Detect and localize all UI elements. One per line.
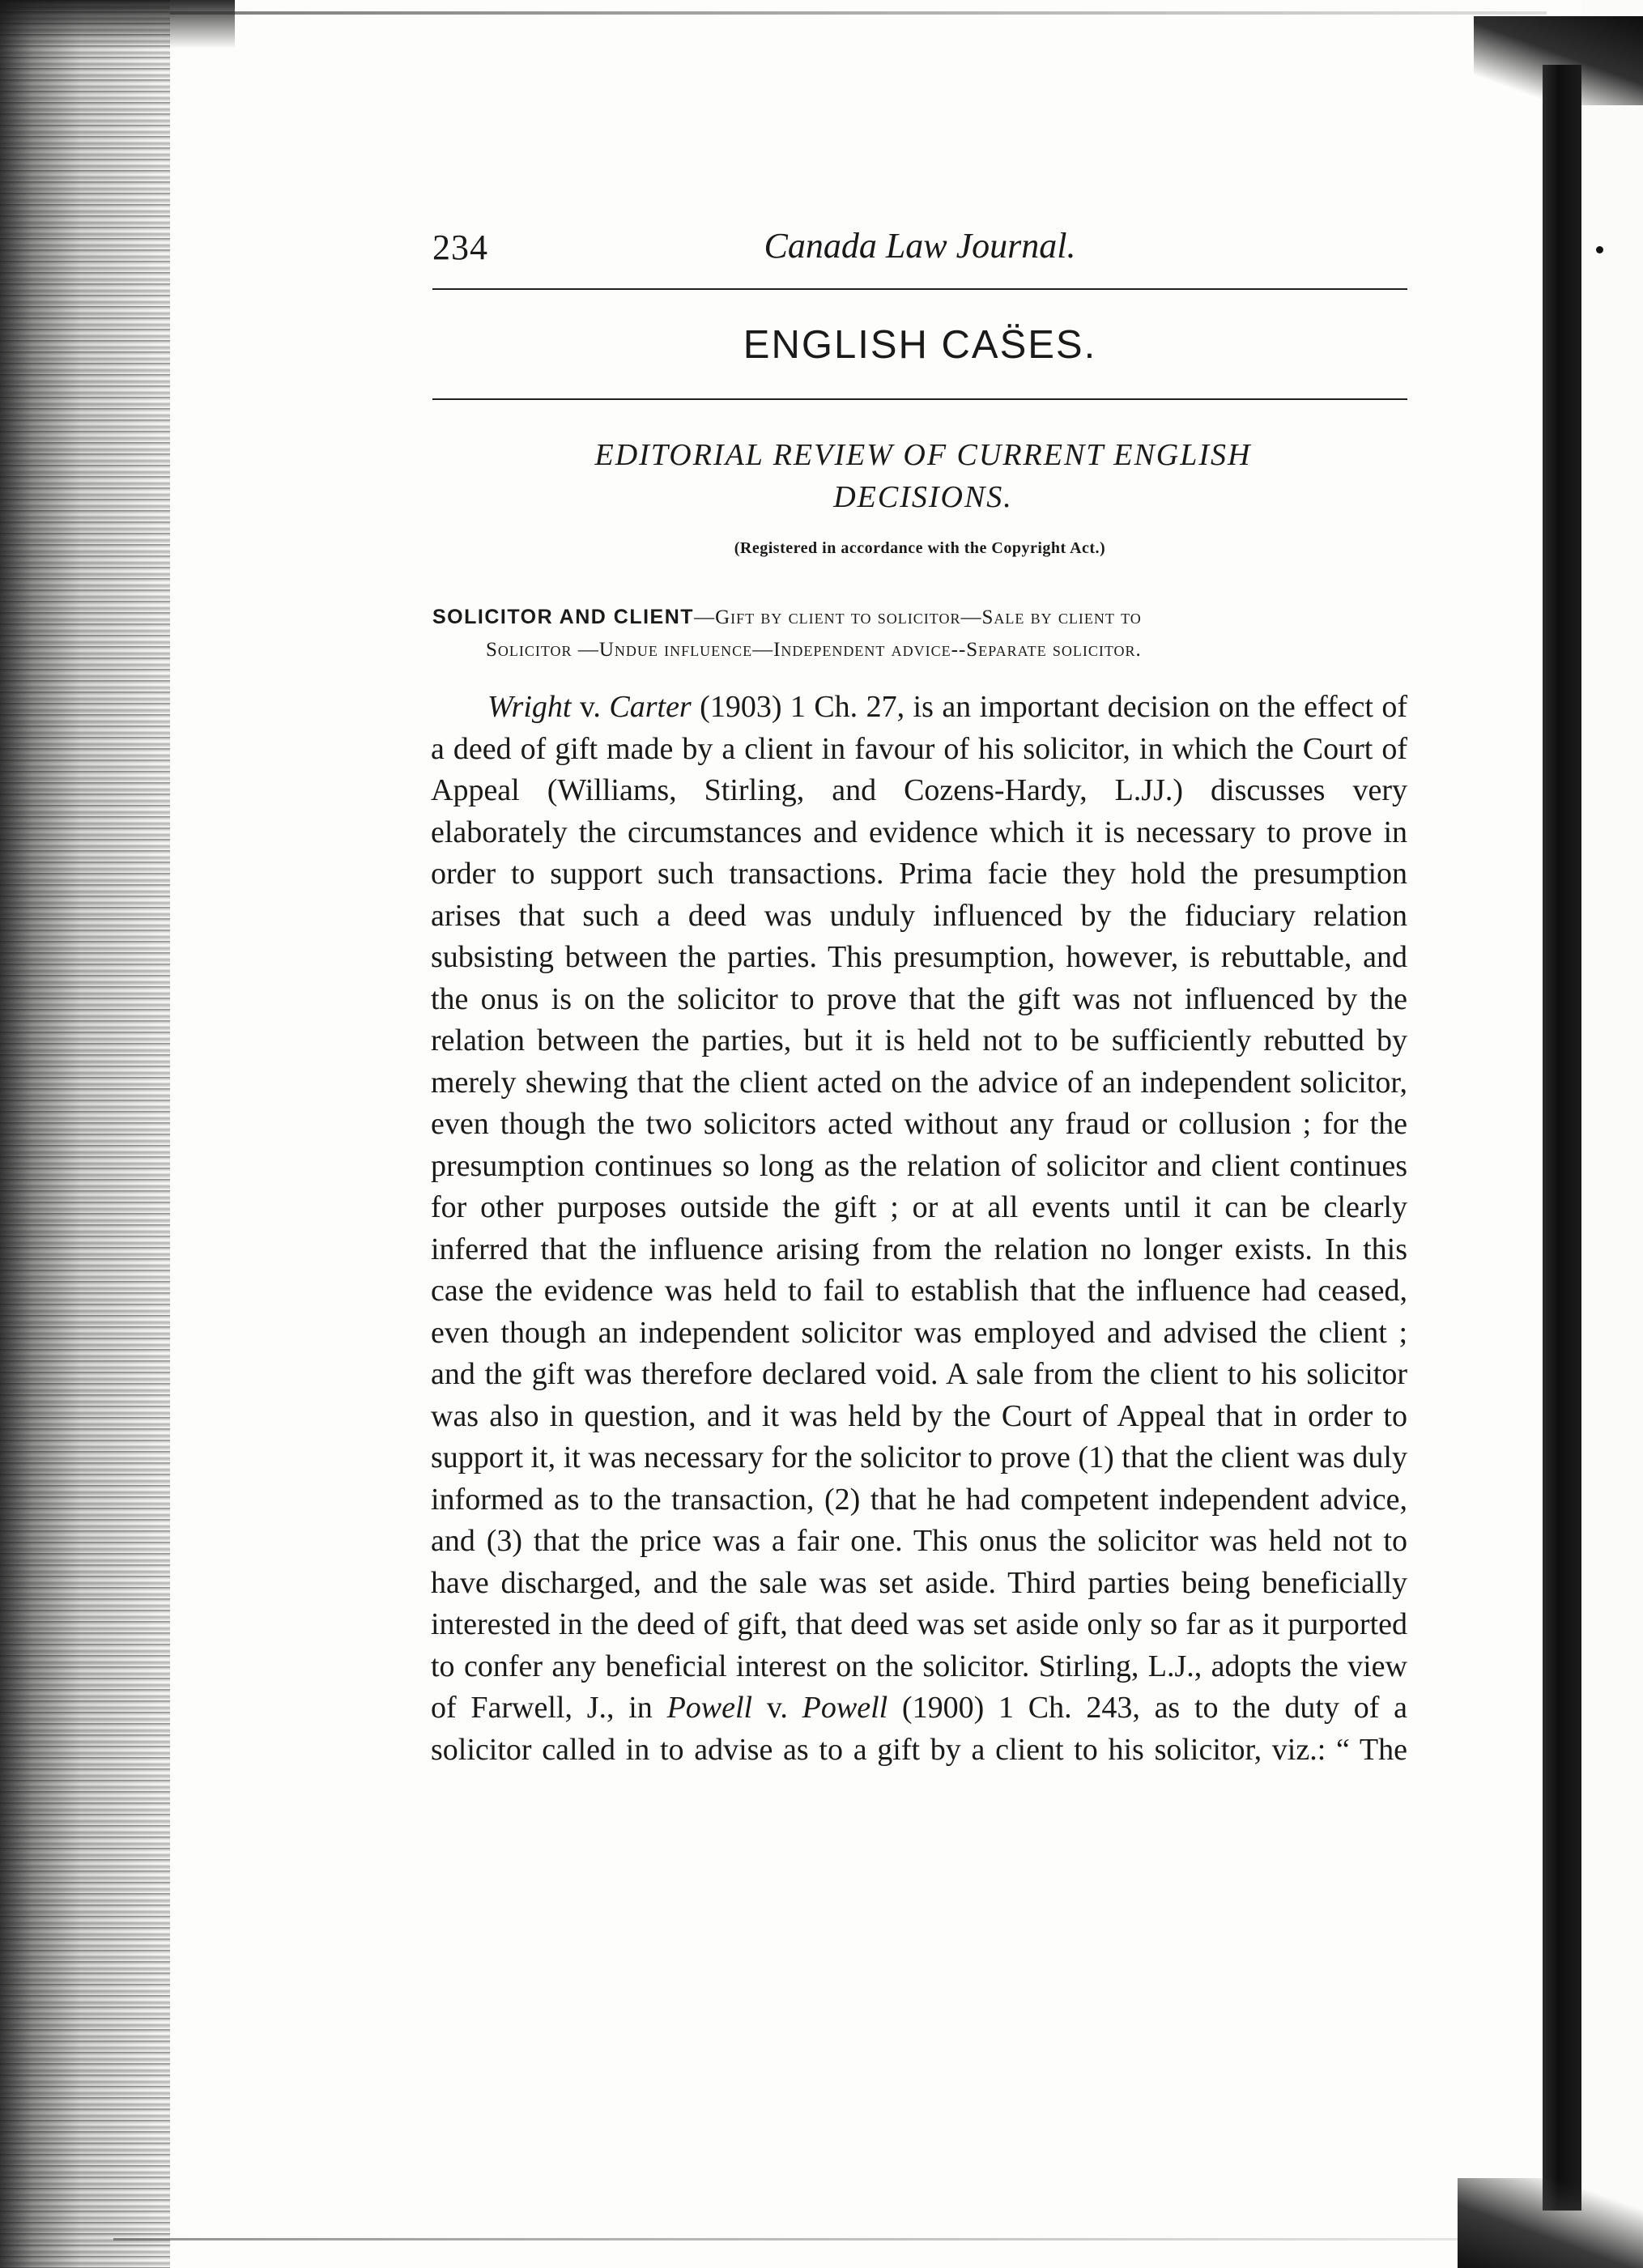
journal-title: Canada Law Journal.: [764, 226, 1076, 266]
scan-bottom-edge: [113, 2238, 1490, 2240]
case-subtopics-line2: Solicitor —Undue influence—Independent advice--Separate solicitor.: [486, 639, 1142, 661]
case-party-carter: Carter: [609, 690, 692, 724]
section-title: ENGLISH CAS̈ES.: [743, 323, 1097, 367]
case-party-powell-1: Powell: [666, 1691, 753, 1725]
body-text-part1: (1903) 1 Ch. 27, is an important decision on the effect of a deed of gift made by a client in favour of his solicitor, in which the Court of Appeal (Williams, Stirling, and Cozens-Hardy, L.JJ.) discusses very elaborately the circumstances and evidence which it is necessary to prove in order to support such transactions. Prima facie they hold the presumption arises that such a deed was unduly influenced by the fiduciary relation subsisting between the parties. This presumption, however, is rebuttable, and the onus is on the solicitor to prove that the gift was not influenced by the relation between the parties, but it is held not to be sufficiently rebutted by merely shewing that the client acted on the advice of an independent solicitor, even though the two solicitors acted without any fraud or collusion ; for the presumption continues so long as the relation of solicitor and client continues for other purposes outside the gift ; or at all events until it can be clearly inferred that the influence arising from the relation no longer exists. In this case the evidence was held to fail to establish that the influence had ceased, even though an independent solicitor was employed and advised the client ; and the gift was therefore declared void. A sale from the client to his solicitor was also in question, and it was held by the Court of Appeal that in order to support it, it was necessary for the solicitor to prove (1) that the client was duly informed as to the transaction, (2) that he had competent independent advice, and (3) that the price was a fair one. This onus the solicitor was held not to have discharged, and the sale was set aside. Third parties being beneficially interested in the deed of gift, that deed was set aside only so far as it purported to confer any beneficial interest on the solicitor. Stirling, L.J., adopts the view of Farwell, J., in: [431, 690, 1407, 1725]
book-spine: [1543, 65, 1581, 2211]
body-text: [431, 687, 1407, 1771]
case-versus-2: v.: [752, 1691, 802, 1725]
case-party-powell-2: Powell: [802, 1691, 888, 1725]
spine-bottom-shadow: [1458, 2178, 1643, 2268]
copyright-note: (Registered in accordance with the Copyright Act.): [734, 539, 1106, 557]
scan-speck: [1596, 246, 1603, 253]
body-text-part2: (1900) 1 Ch. 243, as to the duty of a solicitor called in to advise as to a gift by a client to his solicitor, viz.: “ The: [431, 1691, 1407, 1767]
case-party-wright: Wright: [487, 690, 572, 724]
review-title-line1: EDITORIAL REVIEW OF CURRENT ENGLISH: [594, 438, 1252, 472]
section-rule: [432, 398, 1407, 400]
case-subtopics-line1: —Gift by client to solicitor—Sale by client to: [694, 606, 1142, 628]
review-title-line2: DECISIONS.: [833, 480, 1013, 514]
scan-top-edge: [170, 11, 1547, 15]
page-number: 234: [432, 228, 488, 267]
binding-edge-top-shadow: [0, 0, 235, 49]
body-paragraph: [431, 687, 1407, 1771]
running-head: [432, 219, 1407, 275]
head-rule: [432, 288, 1407, 290]
case-topic: SOLICITOR AND CLIENT: [432, 606, 695, 628]
case-versus: v.: [571, 690, 610, 724]
case-heading: [432, 601, 1407, 666]
binding-edge-shadow: [0, 0, 170, 2268]
review-title: [453, 434, 1393, 518]
right-margin: [1581, 0, 1643, 2268]
